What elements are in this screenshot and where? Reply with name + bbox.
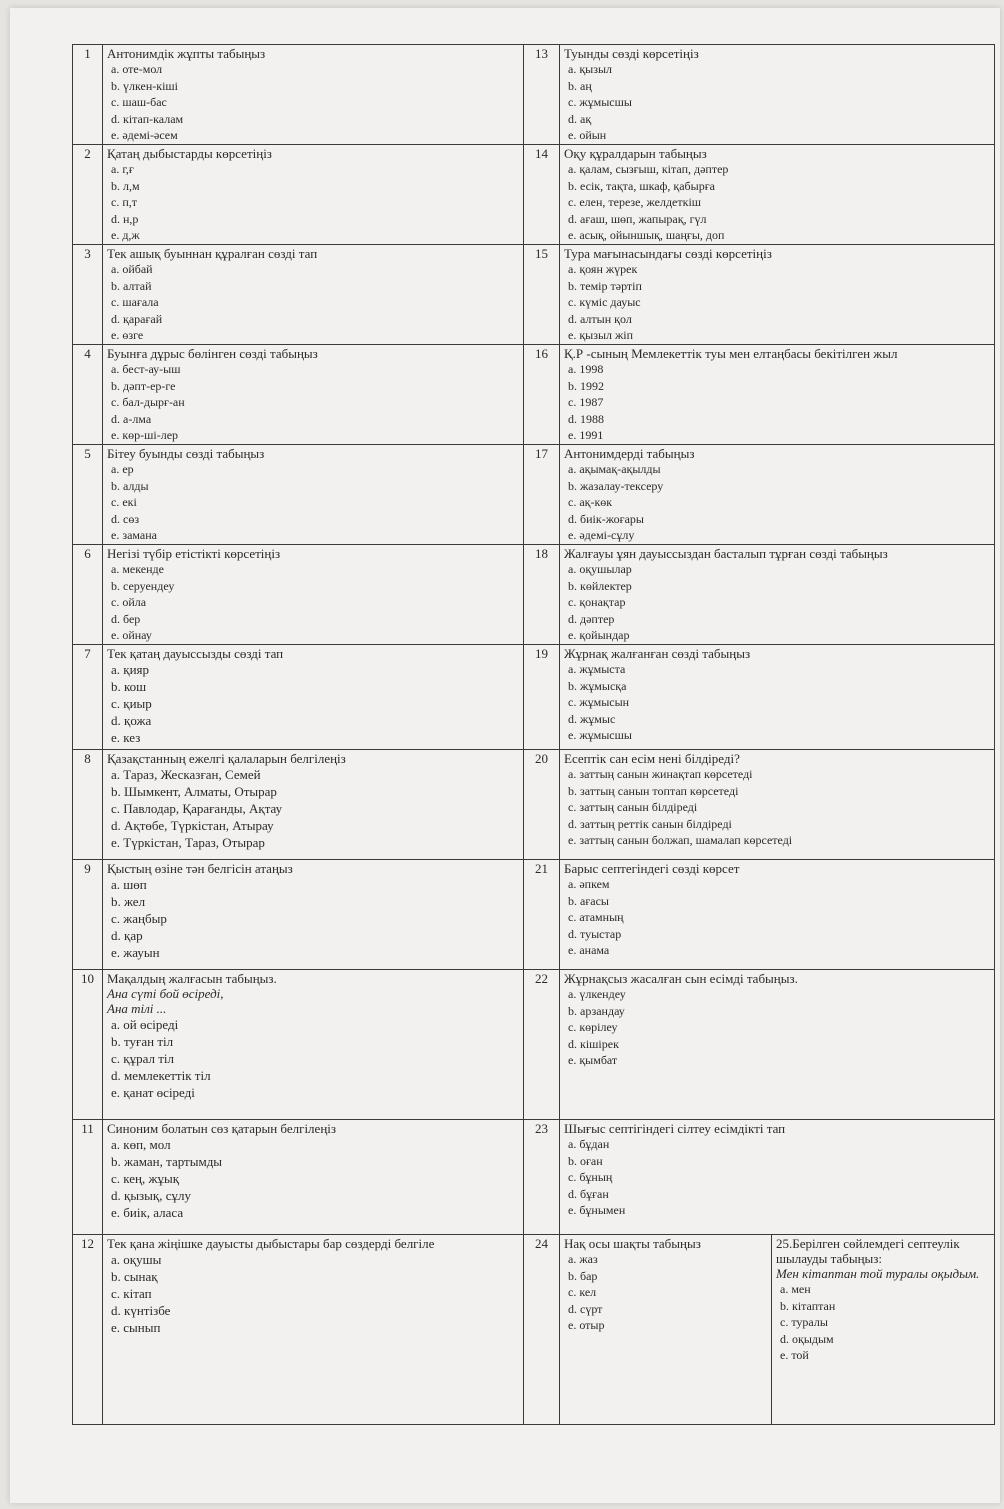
- question-text: Тура мағынасындағы сөзді көрсетіңіз: [564, 246, 772, 261]
- question-cell: [103, 750, 524, 860]
- answer-option[interactable]: c. елен, терезе, желдеткіш: [568, 195, 702, 209]
- answer-option[interactable]: e. жұмысшы: [568, 728, 632, 742]
- answer-option[interactable]: b. есік, тақта, шкаф, қабырға: [568, 178, 715, 193]
- answer-option[interactable]: c. күміс дауыс: [568, 295, 641, 309]
- answer-option[interactable]: a. қалам, сызғыш, кітап, дәптер: [568, 162, 729, 176]
- answer-option[interactable]: d. бер: [111, 611, 141, 626]
- question-number: 24: [524, 1235, 560, 1425]
- answer-option[interactable]: e. кез: [111, 730, 141, 745]
- question-cell: [560, 1235, 772, 1425]
- answer-option[interactable]: e. қымбат: [568, 1053, 618, 1067]
- question-cell: [560, 345, 995, 445]
- question-number: 8: [73, 750, 103, 860]
- answer-option[interactable]: d. күнтізбе: [111, 1303, 171, 1318]
- question-number: 14: [524, 145, 560, 245]
- question-text: Жұрнақ жалғанған сөзді табыңыз: [564, 646, 751, 661]
- question-text: Оқу құралдарын табыңыз: [564, 146, 707, 161]
- question-number: 1: [73, 45, 103, 145]
- answer-option[interactable]: d. ағаш, шөп, жапырақ, гүл: [568, 211, 707, 226]
- answer-option[interactable]: e. биік, аласа: [111, 1205, 184, 1220]
- answer-option[interactable]: a. қоян жүрек: [568, 262, 638, 276]
- answer-option[interactable]: a. қияр: [111, 662, 150, 677]
- question-number: 20: [524, 750, 560, 860]
- question-cell: [103, 545, 524, 645]
- answer-option[interactable]: b. темір тәртіп: [568, 278, 642, 293]
- question-number: 12: [73, 1235, 103, 1425]
- answer-option[interactable]: b. бар: [568, 1268, 598, 1283]
- answer-option[interactable]: d. қарағай: [111, 311, 163, 326]
- question-row: [73, 860, 995, 970]
- question-cell: [103, 145, 524, 245]
- question-number: 18: [524, 545, 560, 645]
- answer-option[interactable]: d. қар: [111, 928, 143, 943]
- question-cell: [103, 345, 524, 445]
- answer-option[interactable]: b. жазалау-тексеру: [568, 478, 664, 493]
- question-text: Синоним болатын сөз қатарын белгілеңіз: [107, 1121, 337, 1136]
- answer-option[interactable]: c. қиыр: [111, 696, 152, 711]
- question-cell: [560, 645, 995, 750]
- answer-option[interactable]: b. дәпт-ер-ге: [111, 378, 176, 393]
- question-number: 16: [524, 345, 560, 445]
- answer-option[interactable]: e. анама: [568, 943, 610, 957]
- question-cell: [103, 645, 524, 750]
- question-text: Қатаң дыбыстарды көрсетіңіз: [107, 146, 272, 161]
- answer-option[interactable]: d. биік-жоғары: [568, 511, 644, 526]
- answer-option[interactable]: e. 1991: [568, 428, 604, 442]
- answer-option[interactable]: a. бест-ау-ыш: [111, 362, 181, 376]
- answer-option[interactable]: d. туыстар: [568, 926, 622, 941]
- answer-option[interactable]: a. ақымақ-ақылды: [568, 462, 661, 476]
- answer-option[interactable]: d. а-лма: [111, 411, 152, 426]
- answer-option[interactable]: c. 1987: [568, 395, 604, 409]
- question-line: Ана сүті бой өсіреді,: [107, 986, 224, 1001]
- answer-option[interactable]: a. жаз: [568, 1252, 598, 1266]
- answer-option[interactable]: a. заттың санын жинақтап көрсетеді: [568, 767, 753, 781]
- question-text: Тек ашық буыннан құралған сөзді тап: [107, 246, 318, 261]
- question-number: 9: [73, 860, 103, 970]
- answer-option[interactable]: d. 1988: [568, 411, 604, 426]
- question-number: 11: [73, 1120, 103, 1235]
- answer-option[interactable]: b. аң: [568, 78, 592, 93]
- answer-option[interactable]: a. шөп: [111, 877, 147, 892]
- question-cell: [103, 1235, 524, 1425]
- question-text: Барыс септегіндегі сөзді көрсет: [564, 861, 740, 876]
- answer-option[interactable]: c. шаш-бас: [111, 95, 167, 109]
- answer-option[interactable]: a. бұдан: [568, 1137, 610, 1151]
- answer-option[interactable]: a. г,ғ: [111, 162, 134, 176]
- question-row: [73, 245, 995, 345]
- answer-option[interactable]: a. оқушылар: [568, 562, 632, 576]
- answer-option[interactable]: e. ойнау: [111, 628, 152, 642]
- answer-option[interactable]: a. үлкендеу: [568, 987, 626, 1001]
- question-row: [73, 45, 995, 145]
- answer-option[interactable]: c. п,т: [111, 195, 137, 209]
- answer-option[interactable]: b. серуендеу: [111, 578, 175, 593]
- answer-option[interactable]: c. кітап: [111, 1286, 152, 1301]
- answer-option[interactable]: b. л,м: [111, 178, 140, 193]
- answer-option[interactable]: d. заттың реттік санын білдіреді: [568, 816, 732, 831]
- answer-option[interactable]: c. көрілеу: [568, 1020, 618, 1034]
- answer-option[interactable]: c. Павлодар, Қарағанды, Ақтау: [111, 801, 283, 816]
- question-text: Негізі түбір етістікті көрсетіңіз: [107, 546, 281, 561]
- answer-option[interactable]: e. Түркістан, Тараз, Отырар: [111, 835, 265, 850]
- answer-option[interactable]: b. кош: [111, 679, 147, 694]
- answer-option[interactable]: a. мен: [780, 1282, 811, 1296]
- question-cell: [560, 1120, 995, 1235]
- answer-option[interactable]: b. жаман, тартымды: [111, 1154, 223, 1169]
- question-row: [73, 750, 995, 860]
- answer-option[interactable]: a. әпкем: [568, 877, 610, 891]
- question-row: [73, 445, 995, 545]
- question-text: Жұрнақсыз жасалған сын есімді табыңыз.: [564, 971, 798, 986]
- quiz-table: [72, 44, 995, 1425]
- answer-option[interactable]: a. мекенде: [111, 562, 164, 576]
- answer-option[interactable]: a. оқушы: [111, 1252, 162, 1267]
- question-cell: [103, 45, 524, 145]
- answer-option[interactable]: b. кітаптан: [780, 1298, 836, 1313]
- question-text: Мақалдың жалғасын табыңыз.: [107, 971, 277, 986]
- question-text: Буынға дұрыс бөлінген сөзді табыңыз: [107, 346, 318, 361]
- answer-option[interactable]: e. көр-ші-лер: [111, 428, 179, 442]
- answer-option[interactable]: d. қожа: [111, 713, 152, 728]
- answer-option[interactable]: e. д,ж: [111, 228, 140, 242]
- answer-option[interactable]: e. сынып: [111, 1320, 161, 1335]
- answer-option[interactable]: e. қойындар: [568, 628, 630, 642]
- answer-option[interactable]: d. сөз: [111, 511, 140, 526]
- answer-option[interactable]: a. ойбай: [111, 262, 153, 276]
- answer-option[interactable]: e. заттың санын болжап, шамалап көрсетеді: [568, 833, 793, 847]
- answer-option[interactable]: d. дәптер: [568, 611, 615, 626]
- answer-option[interactable]: e. асық, ойыншық, шаңғы, доп: [568, 228, 725, 242]
- question-text: Қыстың өзіне тән белгісін атаңыз: [107, 861, 293, 876]
- answer-option[interactable]: d. кішірек: [568, 1036, 619, 1051]
- answer-option[interactable]: c. шағала: [111, 295, 159, 309]
- answer-option[interactable]: d. сүрт: [568, 1301, 603, 1316]
- question-line: Ана тілі ...: [107, 1001, 167, 1016]
- answer-option[interactable]: b. алды: [111, 478, 149, 493]
- question-cell: [560, 970, 995, 1120]
- question-row: [73, 345, 995, 445]
- answer-option[interactable]: c. қонақтар: [568, 595, 626, 609]
- question-row: [73, 1120, 995, 1235]
- question-text: Есептік сан есім нені білдіреді?: [564, 751, 740, 766]
- answer-option[interactable]: d. алтын қол: [568, 311, 632, 326]
- answer-option[interactable]: b. оған: [568, 1153, 603, 1168]
- answer-option[interactable]: d. ақ: [568, 111, 592, 126]
- question-cell: [560, 445, 995, 545]
- question-text: Шығыс септігіндегі сілтеу есімдікті тап: [564, 1121, 786, 1136]
- answer-option[interactable]: c. кел: [568, 1285, 597, 1299]
- answer-option[interactable]: a. жұмыста: [568, 662, 626, 676]
- question-number: 3: [73, 245, 103, 345]
- answer-option[interactable]: b. алтай: [111, 278, 152, 293]
- answer-option[interactable]: b. заттың санын топтап көрсетеді: [568, 783, 739, 798]
- answer-option[interactable]: b. көйлектер: [568, 578, 632, 593]
- answer-option[interactable]: c. туралы: [780, 1315, 828, 1329]
- question-number: 13: [524, 45, 560, 145]
- answer-option[interactable]: c. ойла: [111, 595, 147, 609]
- answer-option[interactable]: d. жұмыс: [568, 711, 616, 726]
- question-text: Тек қатаң дауыссызды сөзді тап: [107, 646, 284, 661]
- question-text: Нақ осы шақты табыңыз: [564, 1236, 701, 1251]
- question-text: 25.Берілген сөйлемдегі септеулік шылауды табыңыз:: [776, 1236, 960, 1266]
- question-row: [73, 545, 995, 645]
- question-number: 10: [73, 970, 103, 1120]
- question-cell: [103, 445, 524, 545]
- answer-option[interactable]: b. жел: [111, 894, 146, 909]
- answer-option[interactable]: e. жауын: [111, 945, 160, 960]
- question-cell: [560, 860, 995, 970]
- answer-option[interactable]: e. ойын: [568, 128, 607, 142]
- question-number: 17: [524, 445, 560, 545]
- answer-option[interactable]: e. өзге: [111, 328, 144, 342]
- answer-option[interactable]: c. атамның: [568, 910, 624, 924]
- answer-option[interactable]: d. қызық, сұлу: [111, 1188, 191, 1203]
- answer-option[interactable]: a. ой өсіреді: [111, 1017, 179, 1032]
- question-number: 19: [524, 645, 560, 750]
- question-number: 21: [524, 860, 560, 970]
- answer-option[interactable]: a. Тараз, Жесказған, Семей: [111, 767, 261, 782]
- answer-option[interactable]: b. үлкен-кіші: [111, 78, 179, 93]
- answer-option[interactable]: a. ер: [111, 462, 134, 476]
- answer-option[interactable]: c. заттың санын білдіреді: [568, 800, 698, 814]
- answer-option[interactable]: a. қызыл: [568, 62, 613, 76]
- answer-option[interactable]: c. жаңбыр: [111, 911, 167, 926]
- answer-option[interactable]: d. н,р: [111, 211, 139, 226]
- answer-option[interactable]: b. сынақ: [111, 1269, 158, 1284]
- answer-option[interactable]: e. той: [780, 1348, 809, 1362]
- answer-option[interactable]: c. екі: [111, 495, 137, 509]
- answer-option[interactable]: d. кітап-калам: [111, 111, 184, 126]
- question-number: 23: [524, 1120, 560, 1235]
- question-text: Антонимдік жұпты табыңыз: [107, 46, 266, 61]
- answer-option[interactable]: d. бұған: [568, 1186, 609, 1201]
- question-number: 6: [73, 545, 103, 645]
- question-row: [73, 1235, 995, 1425]
- answer-option[interactable]: c. ақ-көк: [568, 495, 613, 509]
- question-number: 4: [73, 345, 103, 445]
- answer-option[interactable]: d. оқыдым: [780, 1331, 834, 1346]
- answer-option[interactable]: a. көп, мол: [111, 1137, 171, 1152]
- question-number: 2: [73, 145, 103, 245]
- answer-option[interactable]: b. Шымкент, Алматы, Отырар: [111, 784, 277, 799]
- question-text: Қазақстанның ежелгі қалаларын белгілеңіз: [107, 751, 346, 766]
- question-text: Тек қана жіңішке дауысты дыбыстары бар сөздерді белгіле: [107, 1236, 435, 1251]
- answer-option[interactable]: e. қанат өсіреді: [111, 1085, 195, 1100]
- question-cell: [772, 1235, 995, 1425]
- question-row: [73, 970, 995, 1120]
- question-text: Туынды сөзді көрсетіңіз: [564, 46, 699, 61]
- question-number: 5: [73, 445, 103, 545]
- question-row: [73, 645, 995, 750]
- question-line: Мен кітаптан той туралы оқыдым.: [776, 1266, 980, 1281]
- answer-option[interactable]: c. құрал тіл: [111, 1051, 174, 1066]
- answer-option[interactable]: e. отыр: [568, 1318, 605, 1332]
- question-cell: [560, 750, 995, 860]
- answer-option[interactable]: c. бұның: [568, 1170, 613, 1184]
- answer-option[interactable]: e. бұнымен: [568, 1203, 626, 1217]
- answer-option[interactable]: c. жұмысын: [568, 695, 630, 709]
- answer-option[interactable]: e. әдемі-сұлу: [568, 528, 635, 542]
- answer-option[interactable]: b. арзандау: [568, 1003, 625, 1018]
- answer-option[interactable]: c. жұмысшы: [568, 95, 632, 109]
- question-text: Бітеу буынды сөзді табыңыз: [107, 446, 265, 461]
- question-number: 7: [73, 645, 103, 750]
- answer-option[interactable]: a. 1998: [568, 362, 604, 376]
- question-cell: [560, 145, 995, 245]
- answer-option[interactable]: d. мемлекеттік тіл: [111, 1068, 211, 1083]
- answer-option[interactable]: a. оте-мол: [111, 62, 163, 76]
- answer-option[interactable]: c. бал-дырғ-ан: [111, 395, 185, 409]
- question-cell: [560, 545, 995, 645]
- answer-option[interactable]: e. қызыл жіп: [568, 328, 634, 342]
- question-text: Антонимдерді табыңыз: [564, 446, 695, 461]
- answer-option[interactable]: c. кең, жұық: [111, 1171, 180, 1186]
- question-cell: [103, 245, 524, 345]
- answer-option[interactable]: e. әдемі-әсем: [111, 128, 178, 142]
- test-sheet: [10, 8, 1000, 1503]
- answer-option[interactable]: d. Ақтөбе, Түркістан, Атырау: [111, 818, 274, 833]
- question-cell: [103, 970, 524, 1120]
- question-cell: [103, 1120, 524, 1235]
- answer-option[interactable]: b. жұмысқа: [568, 678, 627, 693]
- question-text: Қ.Р -сының Мемлекеттік туы мен елтаңбасы бекітілген жыл: [564, 346, 898, 361]
- question-cell: [560, 45, 995, 145]
- question-text: Жалғауы ұян дауыссыздан басталып тұрған сөзді табыңыз: [564, 546, 888, 561]
- question-number: 22: [524, 970, 560, 1120]
- answer-option[interactable]: b. ағасы: [568, 893, 609, 908]
- answer-option[interactable]: b. туған тіл: [111, 1034, 174, 1049]
- answer-option[interactable]: e. замана: [111, 528, 157, 542]
- answer-option[interactable]: b. 1992: [568, 378, 604, 393]
- question-number: 15: [524, 245, 560, 345]
- question-cell: [560, 245, 995, 345]
- question-cell: [103, 860, 524, 970]
- question-row: [73, 145, 995, 245]
